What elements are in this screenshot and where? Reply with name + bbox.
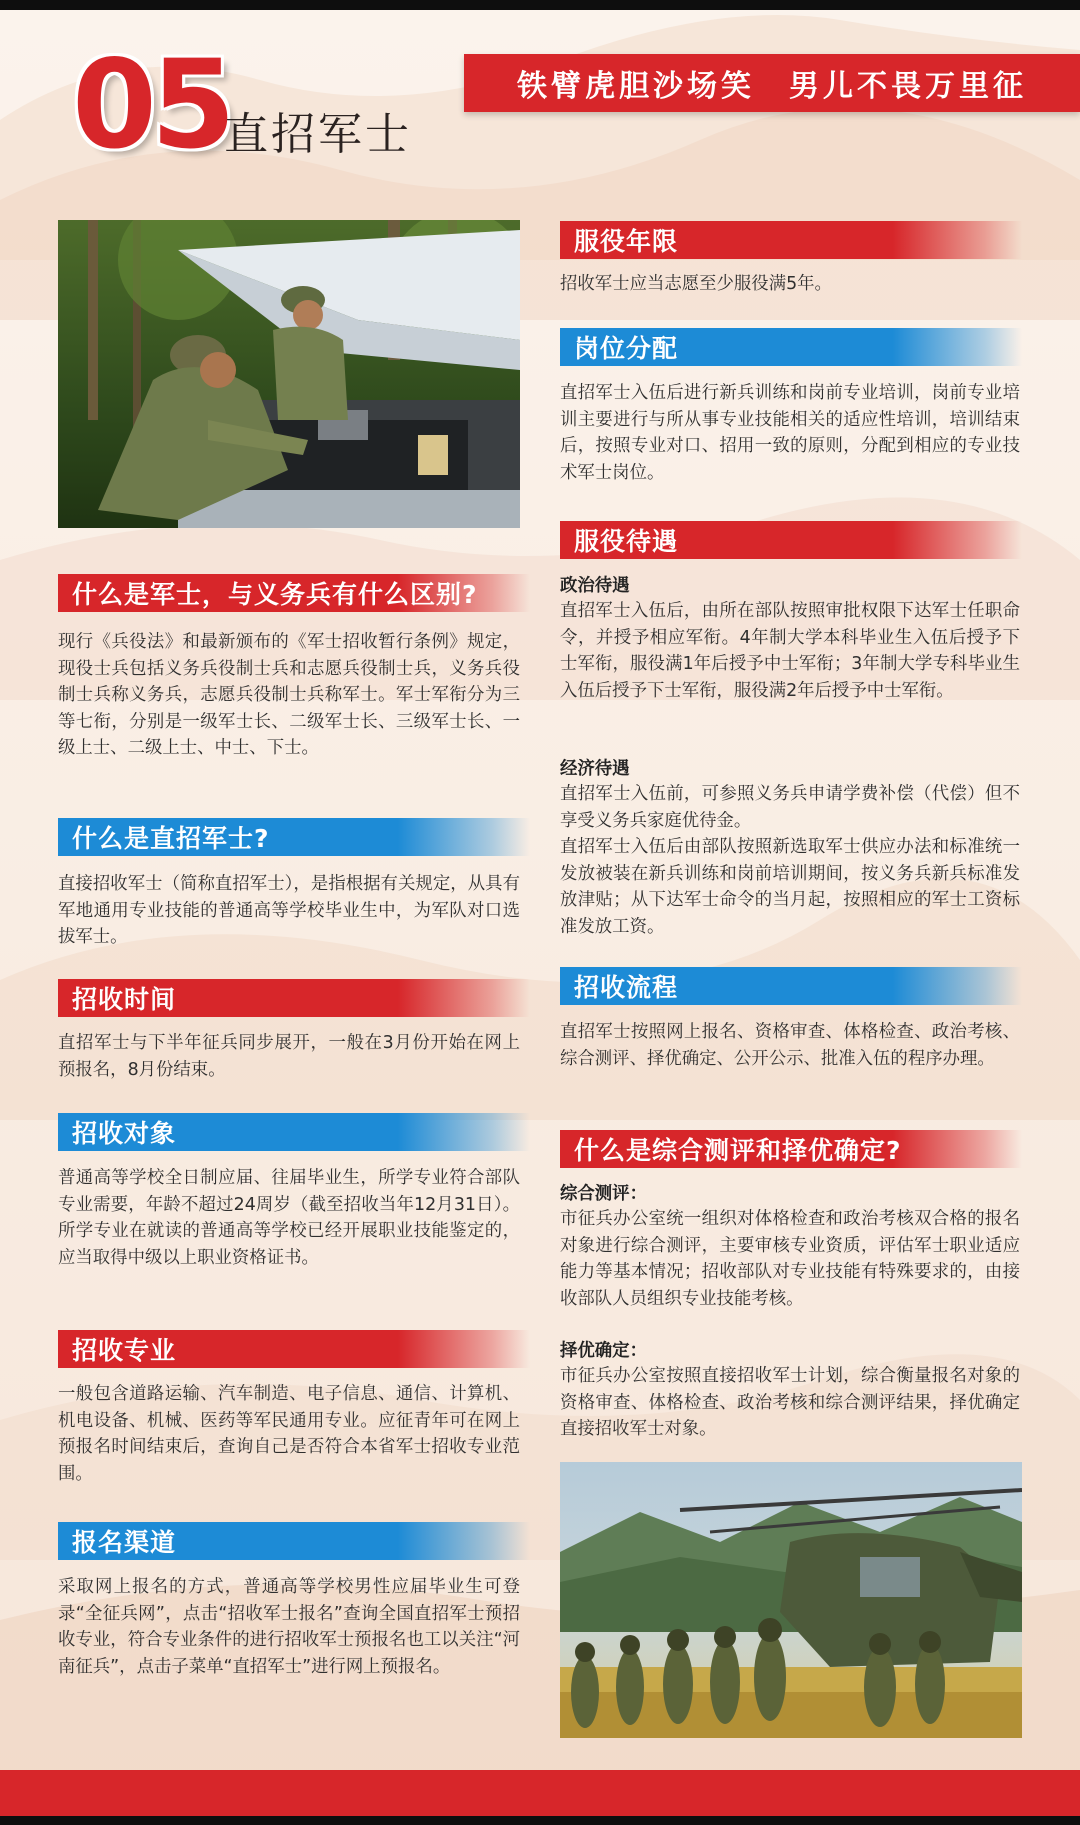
heading-recruit-target (58, 1113, 530, 1151)
heading-recruit-time-label: 招收时间 (72, 985, 177, 1014)
assignment-text: 直招军士入伍后进行新兵训练和岗前专业培训，岗前专业培训主要进行与所从事专业技能相关的适应性培训，培训结束后，按照专业对口、招用一致的原则，分配到相应的专业技术军士岗位。 (560, 383, 1020, 483)
heading-what-is-sergeant (58, 574, 530, 612)
heading-benefits-label: 服役待遇 (574, 527, 679, 556)
selection-title: 择优确定： (560, 1341, 647, 1361)
what-is-direct-text: 直接招收军士（简称直招军士），是指根据有关规定，从具有军地通用专业技能的普通高等学校毕业生中，为军队对口选拔军士。 (58, 874, 520, 947)
heading-process-label: 招收流程 (574, 973, 679, 1002)
economic-benefits-text-1: 直招军士入伍前，可参照义务兵申请学费补偿（代偿）但不享受义务兵家庭优待金。 (560, 784, 1020, 831)
recruit-time-text: 直招军士与下半年征兵同步展开，一般在3月份开始在网上预报名，8月份结束。 (58, 1033, 520, 1080)
page-title: 直招军士 (224, 109, 412, 160)
heading-evaluation (560, 1130, 1022, 1168)
heading-process (560, 967, 1022, 1005)
top-border (0, 0, 1080, 10)
heading-recruit-majors (58, 1330, 530, 1368)
recruit-majors-text: 一般包含道路运输、汽车制造、电子信息、通信、计算机、机电设备、机械、医药等军民通用专业。应征青年可在网上预报名时间结束后，查询自己是否符合本省军士招收专业范围。 (58, 1384, 520, 1484)
service-years-text: 招收军士应当志愿至少服役满5年。 (560, 274, 832, 294)
recruit-target-text: 普通高等学校全日制应届、往届毕业生，所学专业符合部队专业需要，年龄不超过24周岁（截至招收当年12月31日）。所学专业在就读的普通高等学校已经开展职业技能鉴定的，应当取得中级以上职业资格证书。 (58, 1168, 520, 1268)
bottom-red-bar (0, 1770, 1080, 1816)
soldiers-repairing-vehicle-photo (58, 220, 520, 528)
heading-signup-channel (58, 1522, 530, 1560)
heading-assignment (560, 328, 1022, 366)
selection-text: 市征兵办公室按照直接招收军士计划，综合衡量报名对象的资格审查、体格检查、政治考核和综合测评结果，择优确定直接招收军士对象。 (560, 1366, 1020, 1439)
heading-signup-channel-label: 报名渠道 (72, 1528, 177, 1557)
economic-benefits-text-2: 直招军士入伍后由部队按照新选取军士供应办法和标准统一发放被装在新兵训练和岗前培训期间，按义务兵新兵标准发放津贴；从下达军士命令的当月起，按照相应的军士工资标准发放工资。 (560, 837, 1020, 937)
signup-channel-text: 采取网上报名的方式，普通高等学校男性应届毕业生可登录“全征兵网”，点击“招收军士报名”查询全国直招军士预招收专业，符合专业条件的进行招收军士预报名也工以关注“河南征兵”，点击子菜单“直招军士”进行网上预报名。 (58, 1577, 520, 1677)
section-number: 05 (72, 34, 230, 176)
heading-what-is-direct (58, 818, 530, 856)
evaluation-text: 市征兵办公室统一组织对体格检查和政治考核双合格的报名对象进行综合测评，主要审核专业资质，评估军士职业适应能力等基本情况；招收部队对专业技能有特殊要求的，由接收部队人员组织专业技能考核。 (560, 1209, 1020, 1309)
evaluation-title: 综合测评： (560, 1184, 647, 1204)
economic-benefits-title: 经济待遇 (560, 759, 630, 779)
heading-evaluation-label: 什么是综合测评和择优确定? (574, 1136, 902, 1165)
heading-assignment-label: 岗位分配 (574, 334, 679, 363)
heading-recruit-majors-label: 招收专业 (72, 1336, 177, 1365)
process-text: 直招军士按照网上报名、资格审查、体格检查、政治考核、综合测评、择优确定、公开公示、批准入伍的程序办理。 (560, 1022, 1020, 1069)
heading-recruit-time (58, 979, 530, 1017)
heading-service-years (560, 221, 1022, 259)
heading-service-years-label: 服役年限 (574, 227, 679, 256)
political-benefits-text: 直招军士入伍后，由所在部队按照审批权限下达军士任职命令，并授予相应军衔。4年制大学本科毕业生入伍后授予下士军衔，服役满1年后授予中士军衔；3年制大学专科毕业生入伍后授予下士军衔，服役满2年后授予中士军衔。 (560, 601, 1020, 701)
heading-what-is-direct-label: 什么是直招军士? (72, 824, 270, 853)
heading-what-is-sergeant-label: 什么是军士，与义务兵有什么区别? (72, 580, 478, 609)
bottom-border (0, 1816, 1080, 1825)
helicopter-troops-photo (560, 1462, 1022, 1738)
slogan-banner: 铁臂虎胆沙场笑 男儿不畏万里征 (464, 54, 1080, 112)
heading-recruit-target-label: 招收对象 (72, 1119, 177, 1148)
what-is-sergeant-text: 现行《兵役法》和最新颁布的《军士招收暂行条例》规定，现役士兵包括义务兵役制士兵和志愿兵役制士兵，义务兵役制士兵称义务兵，志愿兵役制士兵称军士。军士军衔分为三等七衔，分别是一级军士长、二级军士长、三级军士长、一级上士、二级上士、中士、下士。 (58, 632, 520, 758)
political-benefits-title: 政治待遇 (560, 576, 630, 596)
heading-benefits (560, 521, 1022, 559)
